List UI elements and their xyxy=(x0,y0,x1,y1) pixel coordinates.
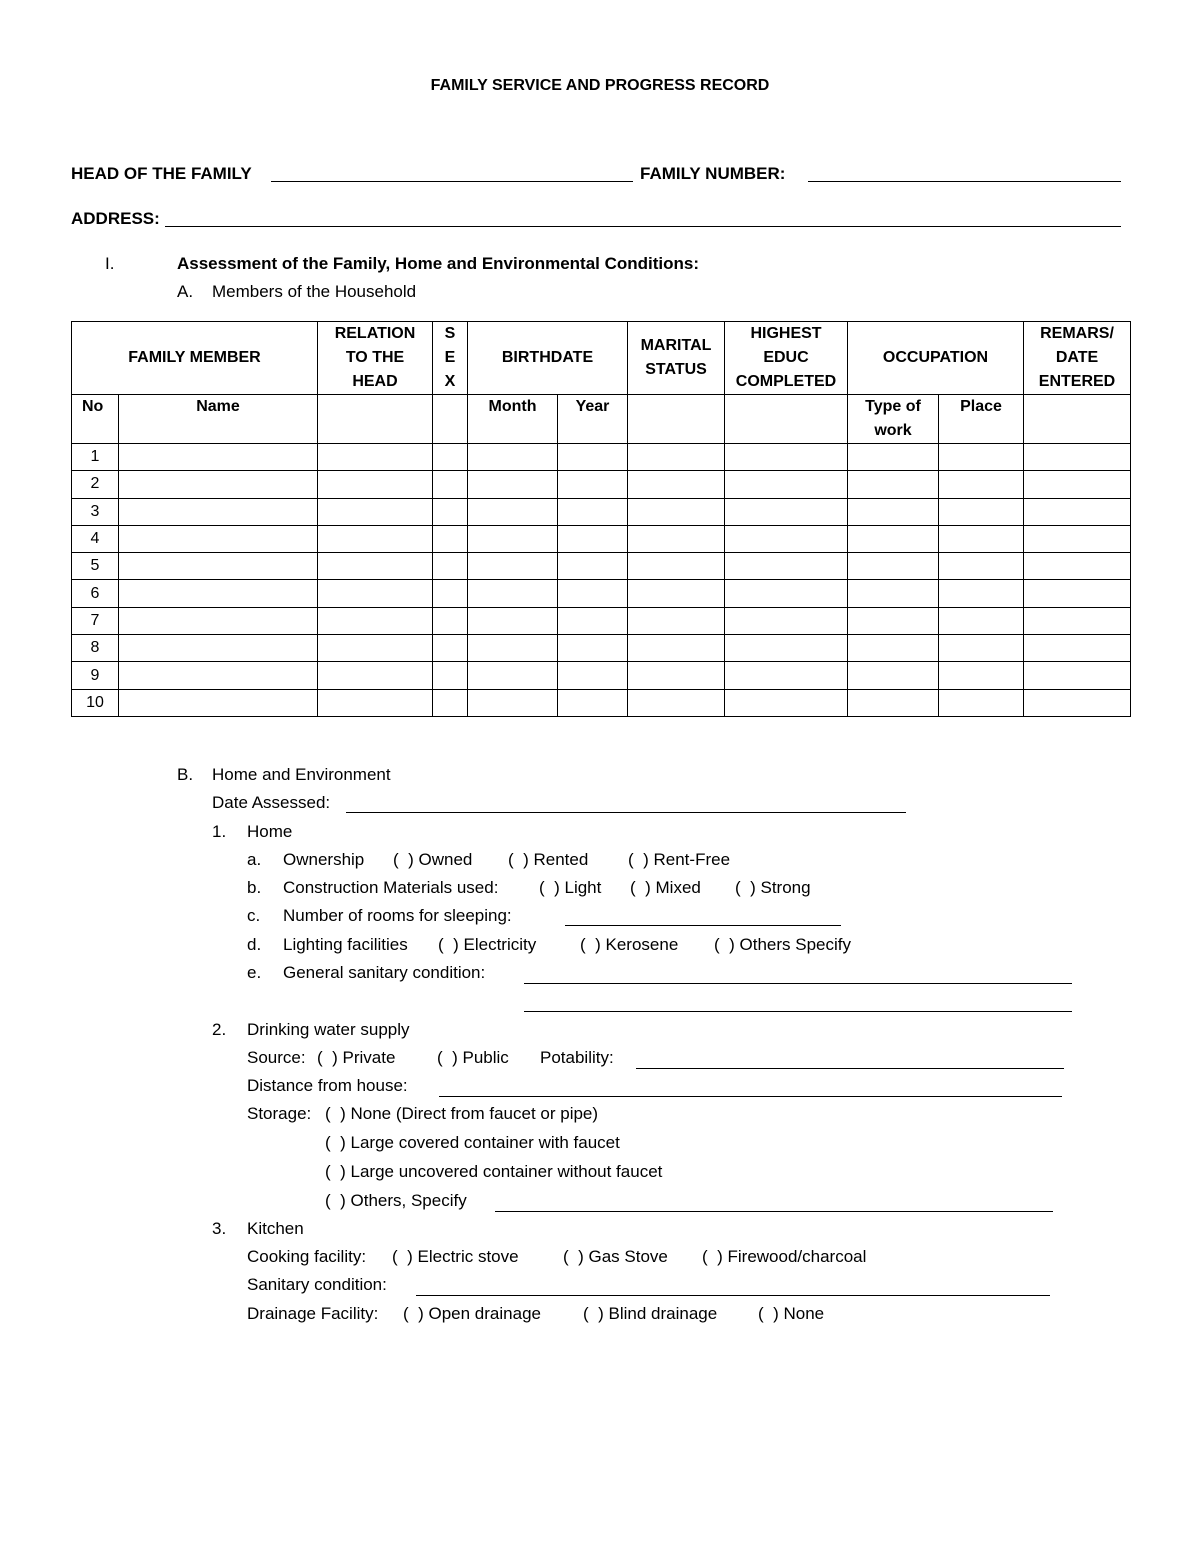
table-row xyxy=(72,498,1131,525)
subheader-place: Place xyxy=(939,395,1024,444)
water-title: Drinking water supply xyxy=(247,1020,410,1039)
table-cell[interactable] xyxy=(318,580,433,607)
table-cell[interactable] xyxy=(119,471,318,498)
table-cell[interactable] xyxy=(468,635,558,662)
table-cell[interactable] xyxy=(318,471,433,498)
table-cell[interactable] xyxy=(939,635,1024,662)
table-cell[interactable] xyxy=(848,635,939,662)
table-cell[interactable] xyxy=(725,607,848,634)
lighting-option-kerosene[interactable]: ( ) Kerosene xyxy=(580,935,679,954)
table-cell[interactable] xyxy=(939,689,1024,716)
table-cell[interactable] xyxy=(848,662,939,689)
table-cell[interactable] xyxy=(1024,580,1131,607)
table-cell[interactable] xyxy=(558,607,628,634)
distance-field[interactable] xyxy=(439,1096,1062,1097)
table-cell[interactable] xyxy=(119,444,318,471)
table-cell[interactable] xyxy=(628,444,725,471)
drainage-option-none[interactable]: ( ) None xyxy=(758,1304,825,1323)
cooking-label: Cooking facility: xyxy=(247,1247,367,1266)
table-cell[interactable] xyxy=(119,689,318,716)
construction-option-light[interactable]: ( ) Light xyxy=(539,878,602,897)
family-number-field[interactable] xyxy=(808,181,1121,182)
table-cell[interactable] xyxy=(119,635,318,662)
row-number: 6 xyxy=(72,580,119,607)
header-occupation: OCCUPATION xyxy=(848,322,1024,395)
table-cell[interactable] xyxy=(848,525,939,552)
header-highest-educ: HIGHEST EDUC COMPLETED xyxy=(725,322,848,395)
header-birthdate: BIRTHDATE xyxy=(468,322,628,395)
header-remarks: REMARS/ DATE ENTERED xyxy=(1024,322,1131,395)
subheader-blank xyxy=(1024,395,1131,444)
general-sanitary-field[interactable] xyxy=(524,983,1072,984)
table-cell[interactable] xyxy=(468,525,558,552)
row-number: 1 xyxy=(72,444,119,471)
table-cell[interactable] xyxy=(725,662,848,689)
general-sanitary-field-2[interactable] xyxy=(524,1011,1072,1012)
table-cell[interactable] xyxy=(558,580,628,607)
item-letter: a. xyxy=(247,850,262,869)
drainage-label: Drainage Facility: xyxy=(247,1304,379,1323)
ownership-option-rent-free[interactable]: ( ) Rent-Free xyxy=(628,850,731,869)
table-cell[interactable] xyxy=(433,498,468,525)
subheader-type-of-work: Type of work xyxy=(848,395,939,444)
table-cell[interactable] xyxy=(468,607,558,634)
table-cell[interactable] xyxy=(318,525,433,552)
subheader-blank xyxy=(628,395,725,444)
table-cell[interactable] xyxy=(558,444,628,471)
table-cell[interactable] xyxy=(558,635,628,662)
table-cell[interactable] xyxy=(628,635,725,662)
table-cell[interactable] xyxy=(939,498,1024,525)
table-cell[interactable] xyxy=(725,580,848,607)
subheader-blank xyxy=(725,395,848,444)
table-cell[interactable] xyxy=(318,662,433,689)
address-label: ADDRESS: xyxy=(71,209,160,228)
kitchen-sanitary-label: Sanitary condition: xyxy=(247,1275,387,1294)
row-number: 8 xyxy=(72,635,119,662)
table-row xyxy=(72,635,1131,662)
table-cell[interactable] xyxy=(318,607,433,634)
table-cell[interactable] xyxy=(725,635,848,662)
item-letter: d. xyxy=(247,935,262,954)
row-number: 9 xyxy=(72,662,119,689)
table-cell[interactable] xyxy=(848,689,939,716)
table-cell[interactable] xyxy=(468,471,558,498)
row-number: 2 xyxy=(72,471,119,498)
home-title: Home xyxy=(247,822,293,841)
table-cell[interactable] xyxy=(558,471,628,498)
table-cell[interactable] xyxy=(725,689,848,716)
subheader-no: No xyxy=(72,395,119,444)
header-sex: S E X xyxy=(433,322,468,395)
table-cell[interactable] xyxy=(628,580,725,607)
table-cell[interactable] xyxy=(119,607,318,634)
cooking-option-firewood[interactable]: ( ) Firewood/charcoal xyxy=(702,1247,867,1266)
row-number: 5 xyxy=(72,553,119,580)
table-cell[interactable] xyxy=(119,525,318,552)
table-cell[interactable] xyxy=(558,498,628,525)
row-number: 4 xyxy=(72,525,119,552)
lighting-option-electricity[interactable]: ( ) Electricity xyxy=(438,935,537,954)
header-marital-status: MARITAL STATUS xyxy=(628,322,725,395)
item-letter: b. xyxy=(247,878,262,897)
drainage-option-blind[interactable]: ( ) Blind drainage xyxy=(583,1304,718,1323)
table-cell[interactable] xyxy=(468,498,558,525)
item-letter: c. xyxy=(247,906,261,925)
construction-option-mixed[interactable]: ( ) Mixed xyxy=(630,878,701,897)
ownership-option-rented[interactable]: ( ) Rented xyxy=(508,850,589,869)
page-title: FAMILY SERVICE AND PROGRESS RECORD xyxy=(430,77,770,94)
table-cell[interactable] xyxy=(628,662,725,689)
table-cell[interactable] xyxy=(628,689,725,716)
table-row xyxy=(72,471,1131,498)
table-row xyxy=(72,444,1131,471)
table-cell[interactable] xyxy=(725,498,848,525)
table-cell[interactable] xyxy=(468,662,558,689)
ownership-label: Ownership xyxy=(283,850,365,869)
potability-label: Potability: xyxy=(540,1048,614,1067)
table-cell[interactable] xyxy=(939,471,1024,498)
table-row xyxy=(72,662,1131,689)
section-numeral: I. xyxy=(105,254,115,273)
table-cell[interactable] xyxy=(628,471,725,498)
rooms-field[interactable] xyxy=(565,925,841,926)
section-title: Assessment of the Family, Home and Environmental Conditions: xyxy=(177,254,700,273)
table-cell[interactable] xyxy=(628,498,725,525)
date-assessed-field[interactable] xyxy=(346,812,906,813)
table-cell[interactable] xyxy=(1024,471,1131,498)
item-letter: e. xyxy=(247,963,262,982)
table-cell[interactable] xyxy=(1024,525,1131,552)
table-cell[interactable] xyxy=(318,689,433,716)
source-label: Source: xyxy=(247,1048,306,1067)
storage-label: Storage: xyxy=(247,1104,312,1123)
storage-option-others[interactable]: ( ) Others, Specify xyxy=(325,1191,467,1210)
home-number: 1. xyxy=(212,822,227,841)
table-cell[interactable] xyxy=(725,471,848,498)
table-cell[interactable] xyxy=(318,553,433,580)
general-sanitary-label: General sanitary condition: xyxy=(283,963,486,982)
table-cell[interactable] xyxy=(1024,662,1131,689)
subsection-a-letter: A. xyxy=(177,282,194,301)
storage-option-uncovered[interactable]: ( ) Large uncovered container without faucet xyxy=(325,1162,663,1181)
table-cell[interactable] xyxy=(433,444,468,471)
table-row xyxy=(72,553,1131,580)
storage-option-covered[interactable]: ( ) Large covered container with faucet xyxy=(325,1133,620,1152)
construction-label: Construction Materials used: xyxy=(283,878,499,897)
subheader-month: Month xyxy=(468,395,558,444)
table-cell[interactable] xyxy=(848,607,939,634)
subheader-blank xyxy=(433,395,468,444)
table-cell[interactable] xyxy=(558,553,628,580)
source-option-public[interactable]: ( ) Public xyxy=(437,1048,509,1067)
table-cell[interactable] xyxy=(558,689,628,716)
head-of-family-label: HEAD OF THE FAMILY xyxy=(71,164,252,183)
subsection-a-title: Members of the Household xyxy=(212,282,417,301)
table-cell[interactable] xyxy=(433,689,468,716)
table-cell[interactable] xyxy=(848,553,939,580)
household-members-table xyxy=(71,321,1131,717)
source-option-private[interactable]: ( ) Private xyxy=(317,1048,396,1067)
storage-option-none[interactable]: ( ) None (Direct from faucet or pipe) xyxy=(325,1104,599,1123)
table-cell[interactable] xyxy=(848,444,939,471)
table-cell[interactable] xyxy=(848,580,939,607)
drainage-option-open[interactable]: ( ) Open drainage xyxy=(403,1304,541,1323)
potability-field[interactable] xyxy=(636,1068,1064,1069)
table-cell[interactable] xyxy=(1024,635,1131,662)
water-number: 2. xyxy=(212,1020,227,1039)
distance-label: Distance from house: xyxy=(247,1076,408,1095)
table-cell[interactable] xyxy=(468,689,558,716)
ownership-option-owned[interactable]: ( ) Owned xyxy=(393,850,473,869)
table-cell[interactable] xyxy=(433,525,468,552)
table-cell[interactable] xyxy=(1024,498,1131,525)
row-number: 3 xyxy=(72,498,119,525)
table-cell[interactable] xyxy=(318,635,433,662)
table-cell[interactable] xyxy=(468,444,558,471)
header-relation: RELATION TO THE HEAD xyxy=(318,322,433,395)
table-cell[interactable] xyxy=(848,471,939,498)
table-cell[interactable] xyxy=(468,553,558,580)
subheader-blank xyxy=(318,395,433,444)
storage-others-field[interactable] xyxy=(495,1211,1053,1212)
table-cell[interactable] xyxy=(318,444,433,471)
table-cell[interactable] xyxy=(1024,607,1131,634)
table-cell[interactable] xyxy=(558,662,628,689)
table-cell[interactable] xyxy=(939,580,1024,607)
table-cell[interactable] xyxy=(725,553,848,580)
table-cell[interactable] xyxy=(1024,689,1131,716)
kitchen-number: 3. xyxy=(212,1219,227,1238)
table-cell[interactable] xyxy=(628,607,725,634)
section-b-letter: B. xyxy=(177,765,194,784)
table-cell[interactable] xyxy=(119,553,318,580)
header-family-member: FAMILY MEMBER xyxy=(72,322,318,395)
rooms-label: Number of rooms for sleeping: xyxy=(283,906,512,925)
table-cell[interactable] xyxy=(468,580,558,607)
row-number: 10 xyxy=(72,689,119,716)
table-cell[interactable] xyxy=(1024,444,1131,471)
kitchen-title: Kitchen xyxy=(247,1219,304,1238)
table-cell[interactable] xyxy=(433,635,468,662)
table-cell[interactable] xyxy=(119,498,318,525)
table-cell[interactable] xyxy=(558,525,628,552)
lighting-option-others[interactable]: ( ) Others Specify xyxy=(714,935,851,954)
subheader-year: Year xyxy=(558,395,628,444)
cooking-option-electric[interactable]: ( ) Electric stove xyxy=(392,1247,519,1266)
cooking-option-gas[interactable]: ( ) Gas Stove xyxy=(563,1247,668,1266)
table-row xyxy=(72,525,1131,552)
kitchen-sanitary-field[interactable] xyxy=(416,1295,1050,1296)
table-cell[interactable] xyxy=(433,662,468,689)
table-row xyxy=(72,689,1131,716)
section-b-title: Home and Environment xyxy=(212,765,391,784)
table-cell[interactable] xyxy=(628,525,725,552)
table-cell[interactable] xyxy=(628,553,725,580)
table-cell[interactable] xyxy=(939,607,1024,634)
family-number-label: FAMILY NUMBER: xyxy=(640,164,786,183)
table-cell[interactable] xyxy=(433,553,468,580)
table-cell[interactable] xyxy=(1024,553,1131,580)
table-cell[interactable] xyxy=(725,525,848,552)
table-cell[interactable] xyxy=(848,498,939,525)
table-cell[interactable] xyxy=(119,662,318,689)
head-of-family-field[interactable] xyxy=(271,181,633,182)
table-row xyxy=(72,580,1131,607)
table-row xyxy=(72,607,1131,634)
row-number: 7 xyxy=(72,607,119,634)
table-cell[interactable] xyxy=(725,444,848,471)
subheader-name: Name xyxy=(119,395,318,444)
table-cell[interactable] xyxy=(939,553,1024,580)
date-assessed-label: Date Assessed: xyxy=(212,793,331,812)
table-cell[interactable] xyxy=(433,580,468,607)
table-cell[interactable] xyxy=(433,607,468,634)
table-cell[interactable] xyxy=(939,662,1024,689)
address-field[interactable] xyxy=(165,226,1121,227)
table-cell[interactable] xyxy=(318,498,433,525)
table-cell[interactable] xyxy=(433,471,468,498)
table-cell[interactable] xyxy=(939,444,1024,471)
construction-option-strong[interactable]: ( ) Strong xyxy=(735,878,811,897)
table-cell[interactable] xyxy=(119,580,318,607)
lighting-label: Lighting facilities xyxy=(283,935,408,954)
table-cell[interactable] xyxy=(939,525,1024,552)
